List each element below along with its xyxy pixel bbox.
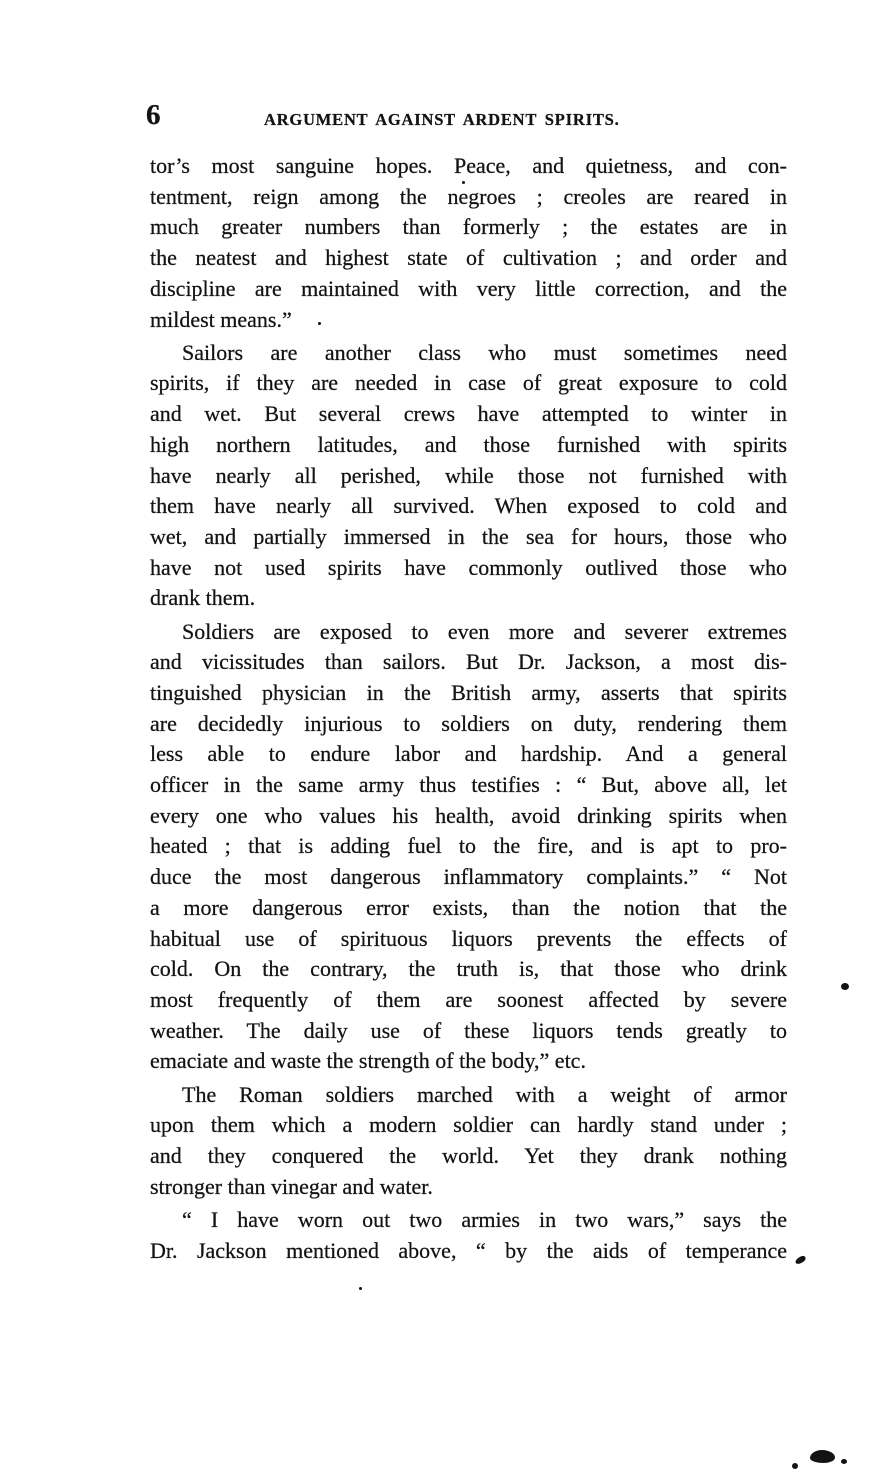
text-line: Soldiers are exposed to even more and severer extremes bbox=[182, 618, 787, 644]
text-line: high northern latitudes, and those furnished with spirits bbox=[150, 431, 787, 457]
ink-blot bbox=[810, 1450, 835, 1463]
text-line: less able to endure labor and hardship. And a general bbox=[150, 741, 787, 767]
running-header-title: ARGUMENT AGAINST ARDENT SPIRITS. bbox=[264, 110, 620, 129]
ink-speck bbox=[359, 1287, 362, 1290]
text-line: “ I have worn out two armies in two wars,” says the bbox=[182, 1206, 787, 1232]
text-line: upon them which a modern soldier can hardly stand under ; bbox=[150, 1112, 787, 1138]
page-number: 6 bbox=[146, 99, 161, 131]
ink-speck bbox=[841, 1459, 847, 1464]
text-line: are decidedly injurious to soldiers on duty, rendering them bbox=[150, 710, 787, 736]
text-line: Sailors are another class who must sometimes need bbox=[182, 339, 787, 365]
paragraph bbox=[150, 1080, 787, 1203]
text-line: most frequently of them are soonest affected by severe bbox=[150, 986, 787, 1012]
text-line: tentment, reign among the negroes ; creoles are reared in bbox=[150, 183, 787, 209]
text-line: weather. The daily use of these liquors tends greatly to bbox=[150, 1017, 787, 1043]
text-line: officer in the same army thus testifies : “ But, above all, let bbox=[150, 772, 787, 798]
text-line: a more dangerous error exists, than the notion that the bbox=[150, 894, 787, 920]
ink-speck bbox=[792, 1463, 798, 1469]
text-line: heated ; that is adding fuel to the fire, and is apt to pro- bbox=[150, 833, 787, 859]
text-line: stronger than vinegar and water. bbox=[150, 1173, 433, 1199]
paragraph bbox=[150, 338, 787, 614]
text-line: drank them. bbox=[150, 585, 256, 611]
text-line: cold. On the contrary, the truth is, that those who drink bbox=[150, 956, 787, 982]
text-line: have nearly all perished, while those not furnished with bbox=[150, 462, 787, 488]
text-line: have not used spirits have commonly outlived those who bbox=[150, 554, 787, 580]
text-line: The Roman soldiers marched with a weight of armor bbox=[182, 1081, 787, 1107]
text-line: mildest means.” bbox=[150, 306, 292, 332]
text-line: and vicissitudes than sailors. But Dr. Jackson, a most dis- bbox=[150, 649, 787, 675]
text-line: tinguished physician in the British army, asserts that spirits bbox=[150, 679, 787, 705]
paragraph bbox=[150, 617, 787, 1078]
paragraph bbox=[150, 151, 787, 335]
ink-speck bbox=[318, 322, 321, 325]
text-line: the neatest and highest state of cultivation ; and order and bbox=[150, 245, 787, 271]
text-line: much greater numbers than formerly ; the estates are in bbox=[150, 214, 787, 240]
ink-speck bbox=[462, 181, 465, 184]
text-line: them have nearly all survived. When exposed to cold and bbox=[150, 493, 787, 519]
text-line: and wet. But several crews have attempted to winter in bbox=[150, 401, 787, 427]
text-line: habitual use of spirituous liquors prevents the effects of bbox=[150, 925, 787, 951]
ink-dot bbox=[841, 983, 849, 990]
text-line: and they conquered the world. Yet they drank nothing bbox=[150, 1143, 787, 1168]
text-line: wet, and partially immersed in the sea for hours, those who bbox=[150, 523, 787, 549]
body-text bbox=[150, 151, 787, 1266]
ink-comma bbox=[794, 1255, 807, 1265]
text-line: tor’s most sanguine hopes. Peace, and quietness, and con- bbox=[150, 153, 787, 178]
text-line: spirits, if they are needed in case of great exposure to cold bbox=[150, 370, 787, 396]
text-line: emaciate and waste the strength of the body,” etc. bbox=[150, 1048, 586, 1074]
paragraph bbox=[150, 1205, 787, 1266]
text-line: every one who values his health, avoid drinking spirits when bbox=[150, 802, 787, 828]
text-line: discipline are maintained with very little correction, and the bbox=[150, 275, 787, 301]
text-line: duce the most dangerous inflammatory complaints.” “ Not bbox=[150, 864, 787, 890]
text-line: Dr. Jackson mentioned above, “ by the aids of temperance bbox=[150, 1237, 787, 1263]
